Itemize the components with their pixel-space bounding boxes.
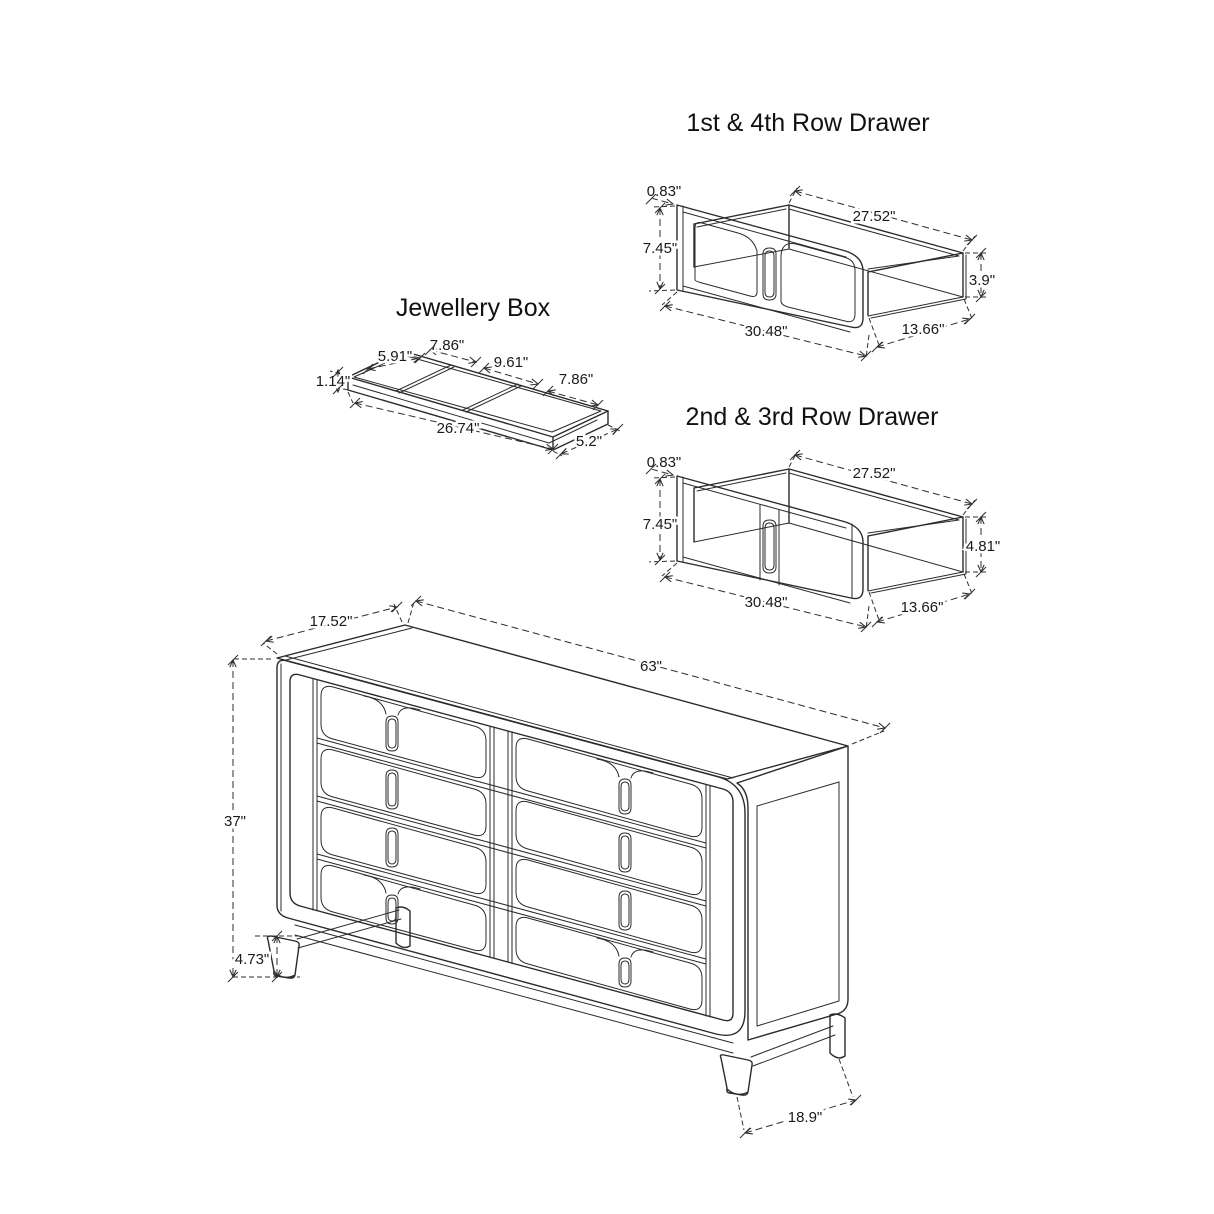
front-right-leg [720, 1055, 752, 1095]
box-outer-wall [871, 255, 966, 318]
figure-title: 1st & 4th Row Drawer [686, 109, 930, 137]
drawer-box [694, 205, 966, 318]
box-floor [694, 249, 963, 316]
dim-front-thickness-label: 0.83" [646, 454, 682, 471]
tray-divider-1 [396, 365, 454, 393]
dim-length-label: 26.74" [436, 420, 480, 437]
front-rail [295, 925, 733, 1053]
handle-row2-right [619, 833, 631, 872]
front-panel-outline [677, 476, 863, 599]
dim-height-label: 37" [223, 813, 247, 830]
figure-drawer-1-4 [643, 109, 995, 361]
dim-depth-label: 13.66" [900, 599, 944, 616]
dim-inner-width-label: 27.52" [852, 465, 896, 482]
figure-dresser [224, 596, 890, 1138]
dresser-front-face [277, 660, 745, 1035]
drawer-front-row1-left [321, 686, 486, 777]
dimension-ticks [228, 596, 890, 1138]
handle-row1-right [619, 779, 631, 814]
dim-comp1-label: 5.91" [377, 348, 413, 365]
box-rim-inner [697, 473, 959, 533]
dimensions-jewellery-box [316, 337, 623, 459]
dim-depth-label: 13.66" [901, 321, 945, 338]
drawer-box [694, 469, 966, 593]
dresser-side-face [737, 746, 848, 1040]
dim-front-width-label: 30.48" [744, 323, 788, 340]
figure-jewellery-box [316, 294, 623, 459]
drawer-front-row4-right [516, 917, 702, 1009]
box-rim [694, 469, 963, 590]
dim-comp3-label: 9.61" [493, 354, 529, 371]
dresser-side-inset-panel [757, 782, 839, 1026]
handle-row2-left [386, 770, 398, 809]
drawer-front-row2-right [516, 801, 702, 894]
dim-back-height-label: 4.81" [965, 538, 1001, 555]
tray-divider-2 [463, 384, 521, 412]
dim-back-height-label: 3.9" [968, 272, 996, 289]
ext-length [348, 392, 353, 403]
dim-front-height-label: 7.45" [642, 240, 678, 257]
dim-comp4-label: 7.86" [558, 371, 594, 388]
handle-row4-right [619, 958, 631, 987]
dim-comp2-label: 7.86" [429, 337, 465, 354]
dim-leg-span-label: 18.9" [787, 1109, 823, 1126]
figure-drawer-2-3 [643, 403, 1001, 632]
dim-front-height-label: 7.45" [642, 516, 678, 533]
handle-row1-left [386, 716, 398, 751]
front-panel-right-section [781, 244, 855, 322]
front-panel-edges [683, 477, 852, 603]
drawer-front-panel [677, 205, 863, 332]
dresser-body [277, 625, 848, 1040]
drawer-front-row2-left [321, 749, 486, 835]
figure-title: 2nd & 3rd Row Drawer [685, 403, 939, 431]
box-floor [694, 523, 963, 591]
front-panel-left-section [695, 223, 757, 297]
dim-front-thickness-label: 0.83" [646, 183, 682, 200]
drawer-front-row3-left [321, 807, 486, 893]
dim-inner-width-label: 27.52" [852, 208, 896, 225]
dim-leg-height-label: 4.73" [234, 951, 270, 968]
right-side-rail [751, 1026, 835, 1066]
handle-row3-right [619, 891, 631, 930]
drawer-front-row3-right [516, 859, 702, 952]
dim-height-label: 1.14" [315, 373, 351, 390]
figure-title: Jewellery Box [395, 294, 551, 322]
handle-slot [763, 248, 776, 300]
dim-depth-label: 5.2" [575, 433, 603, 450]
handle-row3-left [386, 828, 398, 867]
front-left-leg [267, 936, 299, 978]
dresser-top-face [277, 625, 848, 779]
dim-depth-label: 17.52" [309, 613, 353, 630]
handle-slot [763, 520, 776, 573]
dim-width-label: 63" [639, 658, 663, 675]
dim-front-width-label: 30.48" [744, 594, 788, 611]
